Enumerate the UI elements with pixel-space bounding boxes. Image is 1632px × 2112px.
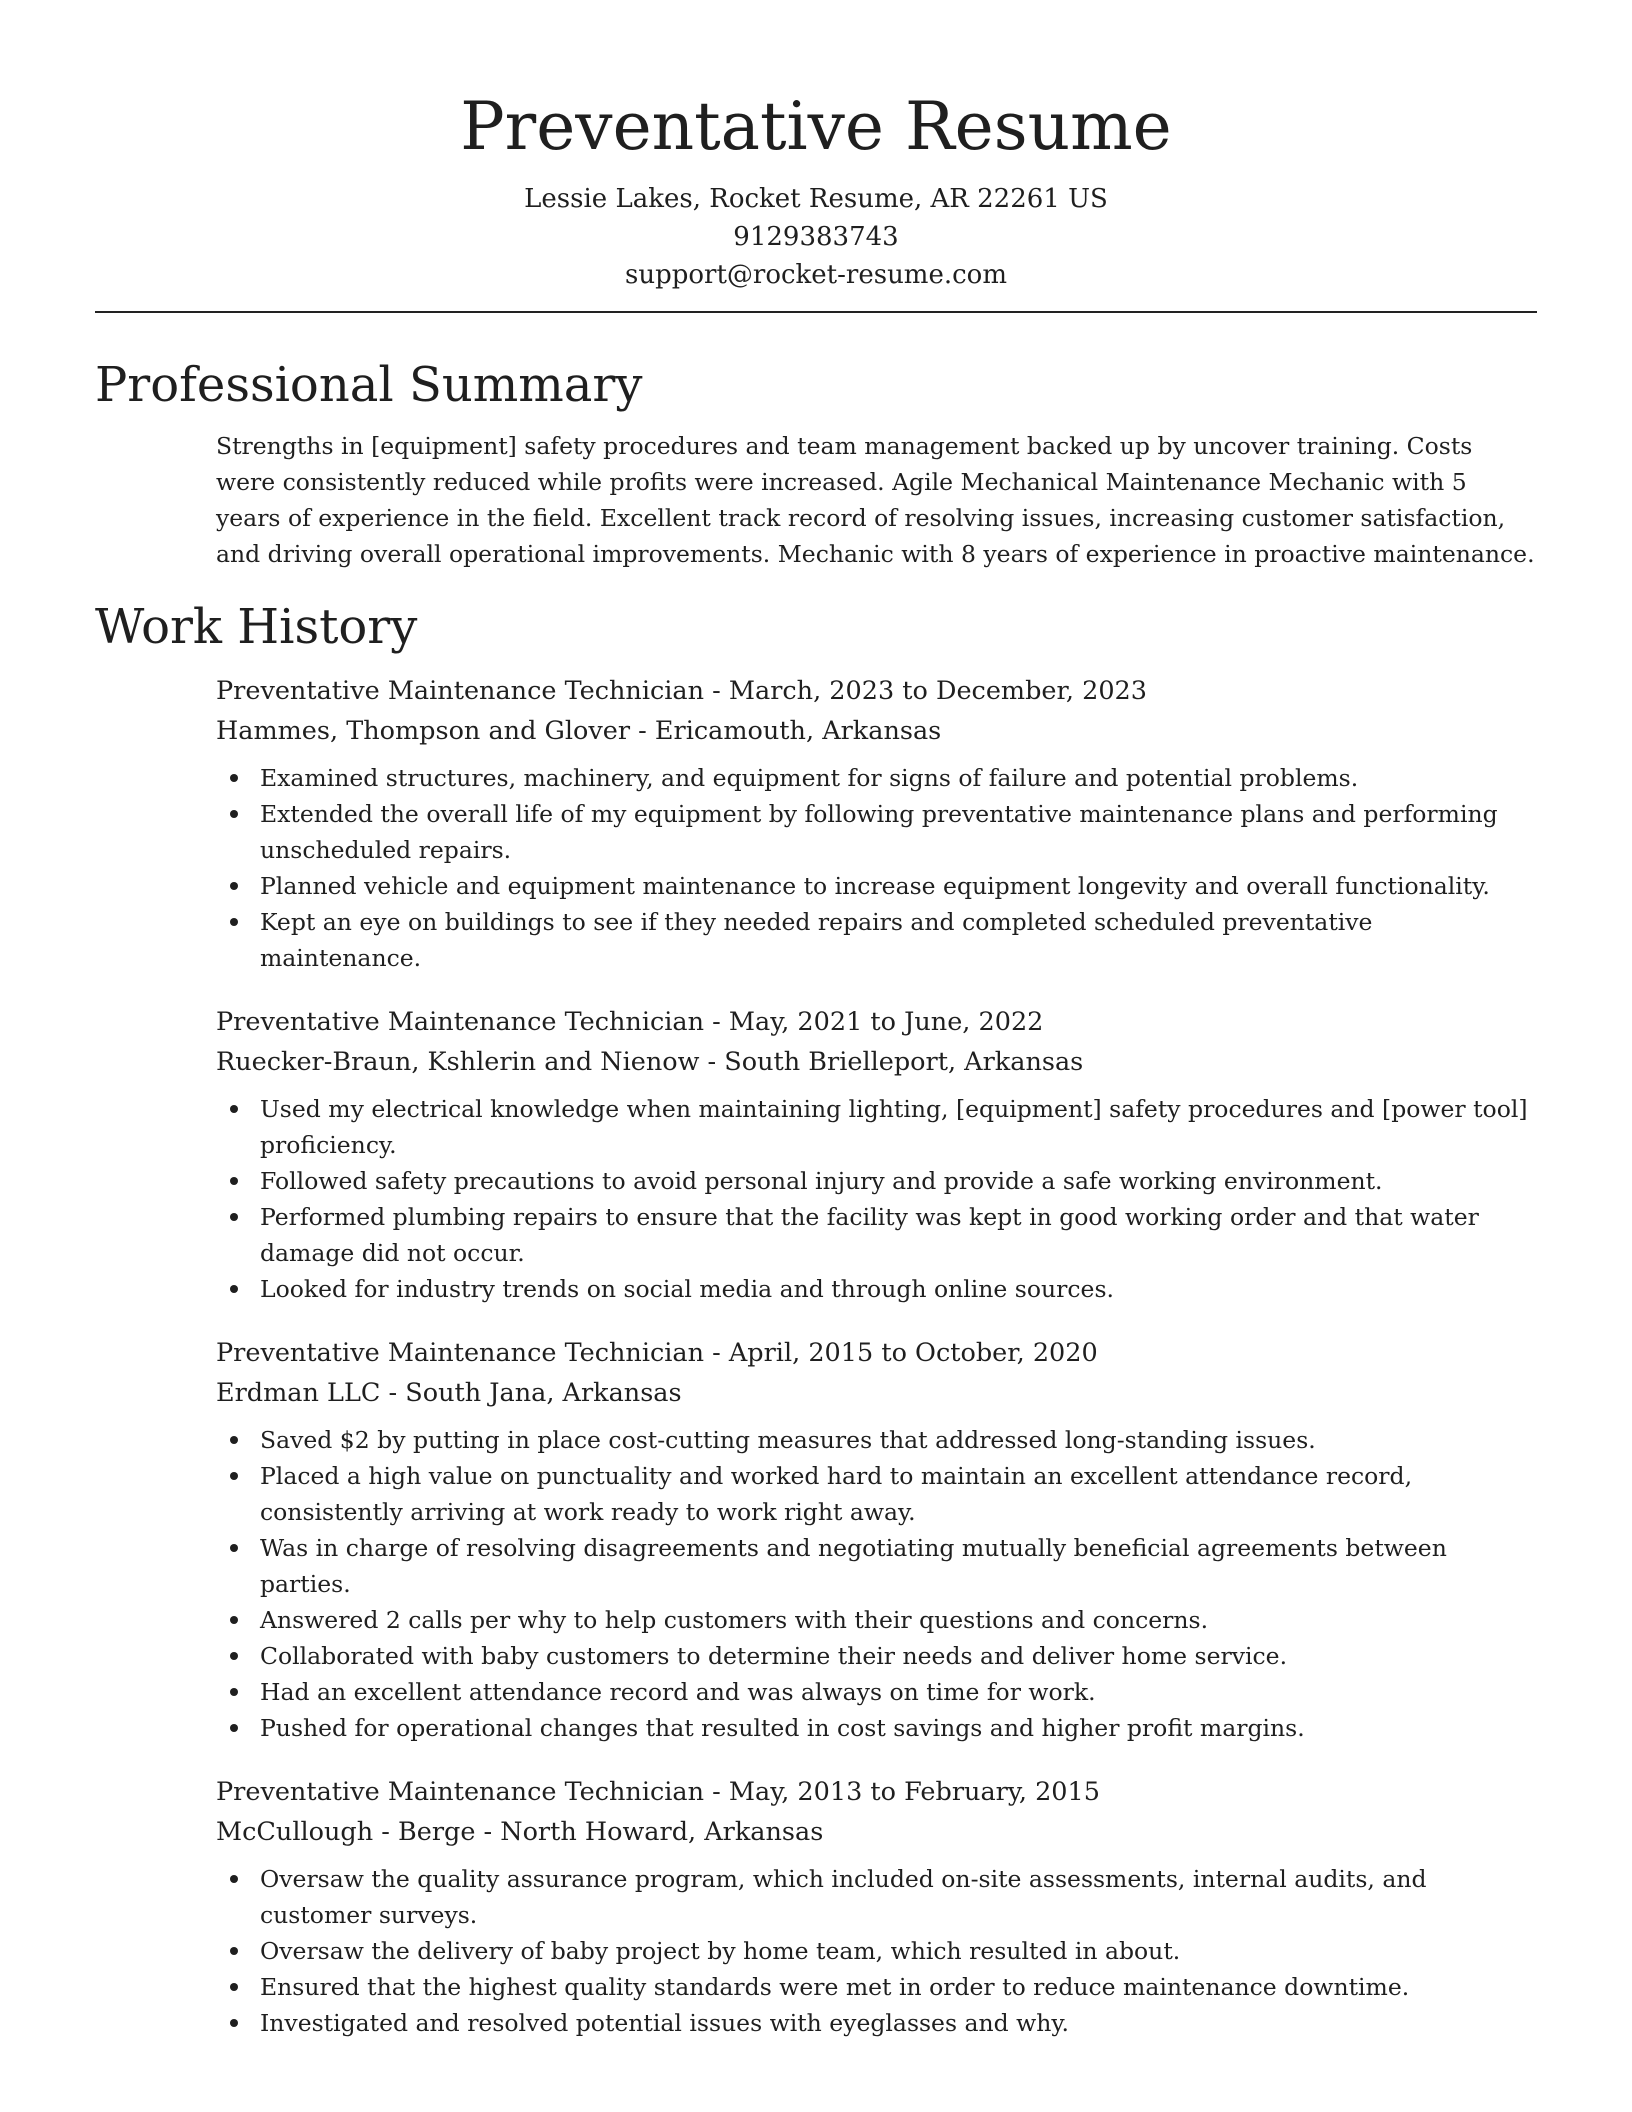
bullet-item bbox=[216, 1530, 1537, 1602]
bullet-dot-icon bbox=[230, 1652, 238, 1660]
contact-phone: 9129383743 bbox=[733, 222, 899, 252]
summary-text: Strengths in [equipment] safety procedures and team management backed up by uncover training. Costs were consistently reduced while profits were increased. Agile Mechanical Maintenance Mechanic with 5 years of experience in the field. Excellent track record of resolving issues, increasing customer satisfaction, and driving overall operational improvements. Mechanic with 8 years of experience in proactive maintenance. bbox=[216, 432, 1535, 568]
bullet-dot-icon bbox=[230, 2019, 238, 2027]
job-company-line bbox=[216, 1042, 1537, 1082]
bullet-dot-icon bbox=[230, 1875, 238, 1883]
bullet-item bbox=[216, 1091, 1537, 1163]
job-entry bbox=[216, 1002, 1537, 1307]
job-location: South Brielleport, Arkansas bbox=[724, 1047, 1084, 1077]
job-bullets bbox=[216, 1091, 1537, 1307]
bullet-text: Examined structures, machinery, and equipment for signs of failure and potential problems. bbox=[260, 764, 1359, 792]
job-entry bbox=[216, 1333, 1537, 1746]
separator: - bbox=[704, 1007, 729, 1037]
bullet-item bbox=[216, 868, 1537, 904]
bullet-dot-icon bbox=[230, 1616, 238, 1624]
bullet-item bbox=[216, 1602, 1537, 1638]
job-dates: May, 2021 to June, 2022 bbox=[728, 1007, 1044, 1037]
job-company-line bbox=[216, 1812, 1537, 1852]
bullet-dot-icon bbox=[230, 1724, 238, 1732]
bullet-text: Oversaw the quality assurance program, which included on-site assessments, internal audits, and customer surveys. bbox=[260, 1865, 1427, 1929]
bullet-item bbox=[216, 2005, 1537, 2041]
job-bullets bbox=[216, 1861, 1537, 2041]
job-company: Hammes, Thompson and Glover bbox=[216, 716, 631, 746]
job-dates: May, 2013 to February, 2015 bbox=[728, 1777, 1100, 1807]
bullet-item bbox=[216, 1674, 1537, 1710]
bullet-dot-icon bbox=[230, 1544, 238, 1552]
bullet-text: Performed plumbing repairs to ensure that the facility was kept in good working order and that water damage did not occur. bbox=[260, 1203, 1479, 1267]
job-dates: March, 2023 to December, 2023 bbox=[728, 676, 1147, 706]
bullet-text: Oversaw the delivery of baby project by home team, which resulted in about. bbox=[260, 1937, 1181, 1965]
job-location: North Howard, Arkansas bbox=[500, 1817, 824, 1847]
bullet-text: Collaborated with baby customers to determine their needs and deliver home service. bbox=[260, 1642, 1288, 1670]
job-company: Ruecker-Braun, Kshlerin and Nienow bbox=[216, 1047, 700, 1077]
summary-heading: Professional Summary bbox=[95, 357, 643, 413]
bullet-item bbox=[216, 1163, 1537, 1199]
job-company: Erdman LLC bbox=[216, 1378, 381, 1408]
bullet-text: Ensured that the highest quality standards were met in order to reduce maintenance downtime. bbox=[260, 1973, 1410, 2001]
contact-email: support@rocket-resume.com bbox=[624, 260, 1007, 290]
bullet-dot-icon bbox=[230, 1472, 238, 1480]
job-title-line bbox=[216, 1333, 1537, 1373]
separator: - bbox=[475, 1817, 501, 1847]
work-history-heading: Work History bbox=[95, 599, 418, 655]
job-title: Preventative Maintenance Technician bbox=[216, 1777, 705, 1807]
separator: - bbox=[704, 1777, 729, 1807]
job-title: Preventative Maintenance Technician bbox=[216, 1007, 705, 1037]
bullet-item bbox=[216, 1933, 1537, 1969]
bullet-item bbox=[216, 1969, 1537, 2005]
separator: - bbox=[380, 1378, 406, 1408]
job-title-line bbox=[216, 1002, 1537, 1042]
contact-address: Lessie Lakes, Rocket Resume, AR 22261 US bbox=[524, 184, 1108, 214]
bullet-dot-icon bbox=[230, 918, 238, 926]
bullet-text: Was in charge of resolving disagreements and negotiating mutually beneficial agreements between parties. bbox=[260, 1534, 1447, 1598]
bullet-text: Pushed for operational changes that resulted in cost savings and higher profit margins. bbox=[260, 1714, 1305, 1742]
bullet-dot-icon bbox=[230, 774, 238, 782]
bullet-item bbox=[216, 904, 1537, 976]
bullet-dot-icon bbox=[230, 1105, 238, 1113]
job-dates: April, 2015 to October, 2020 bbox=[728, 1338, 1098, 1368]
separator: - bbox=[630, 716, 655, 746]
bullet-text: Planned vehicle and equipment maintenance to increase equipment longevity and overall functionality. bbox=[260, 872, 1490, 900]
job-title: Preventative Maintenance Technician bbox=[216, 1338, 705, 1368]
separator: - bbox=[704, 676, 729, 706]
bullet-dot-icon bbox=[230, 1688, 238, 1696]
bullet-dot-icon bbox=[230, 1177, 238, 1185]
bullet-dot-icon bbox=[230, 810, 238, 818]
bullet-dot-icon bbox=[230, 1285, 238, 1293]
resume-title: Preventative Resume bbox=[460, 88, 1172, 165]
bullet-text: Kept an eye on buildings to see if they needed repairs and completed scheduled preventative maintenance. bbox=[260, 908, 1373, 972]
resume-header bbox=[95, 0, 1537, 294]
bullet-item bbox=[216, 1861, 1537, 1933]
bullet-text: Answered 2 calls per why to help customers with their questions and concerns. bbox=[260, 1606, 1209, 1634]
bullet-text: Extended the overall life of my equipment by following preventative maintenance plans and performing unscheduled repairs. bbox=[260, 800, 1498, 864]
bullet-text: Used my electrical knowledge when maintaining lighting, [equipment] safety procedures and [power tool] proficiency. bbox=[260, 1095, 1528, 1159]
bullet-text: Had an excellent attendance record and was always on time for work. bbox=[260, 1678, 1096, 1706]
bullet-item bbox=[216, 760, 1537, 796]
job-company-line bbox=[216, 711, 1537, 751]
bullet-dot-icon bbox=[230, 1983, 238, 1991]
bullet-item bbox=[216, 796, 1537, 868]
job-title: Preventative Maintenance Technician bbox=[216, 676, 705, 706]
bullet-item bbox=[216, 1199, 1537, 1271]
separator: - bbox=[699, 1047, 725, 1077]
bullet-text: Looked for industry trends on social media and through online sources. bbox=[260, 1275, 1114, 1303]
job-title-line bbox=[216, 1772, 1537, 1812]
job-company-line bbox=[216, 1373, 1537, 1413]
separator: - bbox=[704, 1338, 729, 1368]
job-location: Ericamouth, Arkansas bbox=[654, 716, 942, 746]
job-location: South Jana, Arkansas bbox=[405, 1378, 682, 1408]
bullet-dot-icon bbox=[230, 1213, 238, 1221]
bullet-item bbox=[216, 1458, 1537, 1530]
job-company: McCullough - Berge bbox=[216, 1817, 476, 1847]
bullet-dot-icon bbox=[230, 1436, 238, 1444]
bullet-item bbox=[216, 1422, 1537, 1458]
job-bullets bbox=[216, 1422, 1537, 1746]
header-divider bbox=[95, 311, 1537, 313]
job-bullets bbox=[216, 760, 1537, 976]
bullet-text: Followed safety precautions to avoid personal injury and provide a safe working environment. bbox=[260, 1167, 1383, 1195]
bullet-text: Investigated and resolved potential issues with eyeglasses and why. bbox=[260, 2009, 1070, 2037]
bullet-text: Saved $2 by putting in place cost-cutting measures that addressed long-standing issues. bbox=[260, 1426, 1316, 1454]
bullet-item bbox=[216, 1710, 1537, 1746]
job-entry bbox=[216, 671, 1537, 976]
bullet-item bbox=[216, 1271, 1537, 1307]
bullet-dot-icon bbox=[230, 1947, 238, 1955]
bullet-item bbox=[216, 1638, 1537, 1674]
bullet-text: Placed a high value on punctuality and worked hard to maintain an excellent attendance record, consistently arriving at work ready to work right away. bbox=[260, 1462, 1413, 1526]
job-entry bbox=[216, 1772, 1537, 2041]
bullet-dot-icon bbox=[230, 882, 238, 890]
job-title-line bbox=[216, 671, 1537, 711]
